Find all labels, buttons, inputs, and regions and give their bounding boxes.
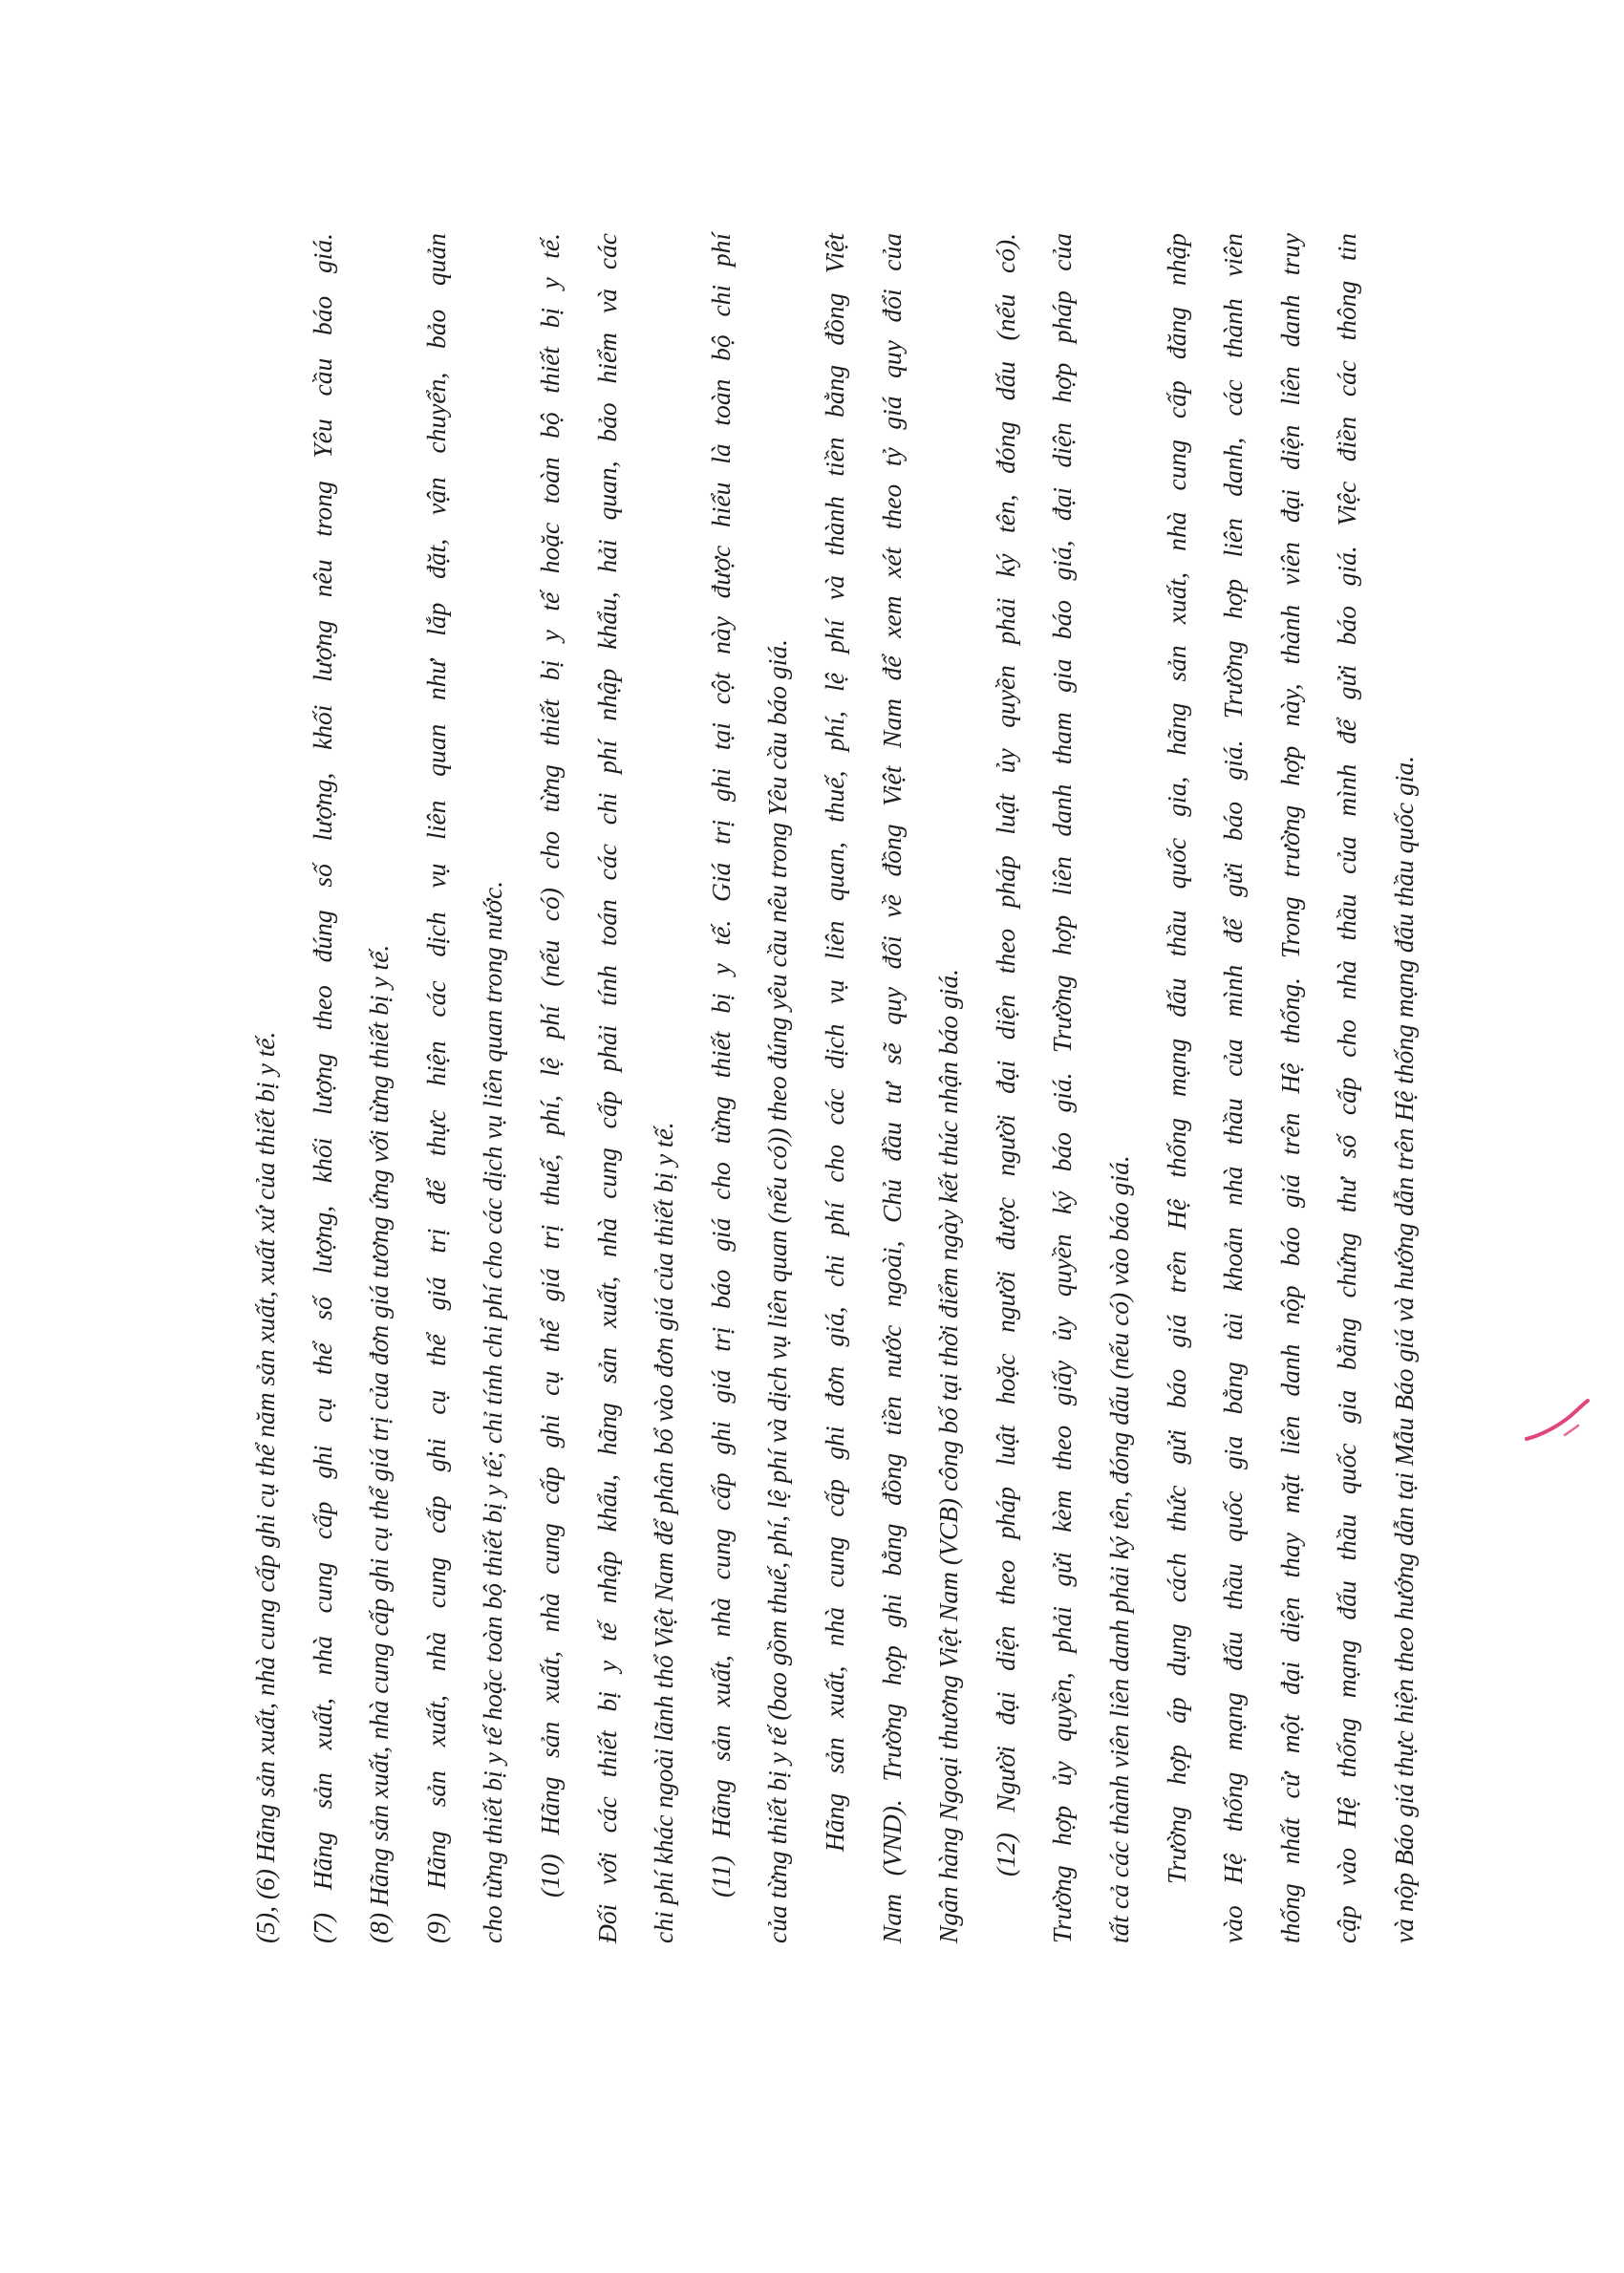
note-line-currency-cont-2: Ngân hàng Ngoại thương Việt Nam (VCB) công bố tại thời điểm ngày kết thúc nhận báo giá. <box>933 969 964 1943</box>
document-body <box>237 233 1432 1943</box>
note-line-online-cont-2: thống nhất cử một đại diện thay mặt liên danh nộp báo giá trên Hệ thống. Trong trường hợp này, thành viên đại diện liên danh truy <box>1274 233 1305 1943</box>
note-line-12-cont-1: Trường hợp ủy quyền, phải gửi kèm theo giấy ủy quyền ký báo giá. Trường hợp liên danh tham gia báo giá, đại diện hợp pháp của <box>1047 233 1078 1943</box>
note-line-7: (7) Hãng sản xuất, nhà cung cấp ghi cụ thể số lượng, khối lượng theo đúng số lượng, khối lượng nêu trong Yêu cầu báo giá. <box>307 233 337 1943</box>
note-line-10-cont-1: Đối với các thiết bị y tế nhập khẩu, hãng sản xuất, nhà cung cấp phải tính toán các chi phí nhập khẩu, hải quan, bảo hiểm và các <box>591 233 622 1943</box>
note-line-10: (10) Hãng sản xuất, nhà cung cấp ghi cụ thể giá trị thuế, phí, lệ phí (nếu có) cho từng thiết bị y tế hoặc toàn bộ thiết bị y tế. <box>534 233 565 1898</box>
note-line-12: (12) Người đại diện theo pháp luật hoặc người được người đại diện theo pháp luật ủy quyền phải ký tên, đóng dấu (nếu có). <box>990 233 1020 1876</box>
note-line-11: (11) Hãng sản xuất, nhà cung cấp ghi giá trị báo giá cho từng thiết bị y tế. Giá trị ghi tại cột này được hiểu là toàn bộ chi phí <box>705 233 736 1898</box>
note-line-8: (8) Hãng sản xuất, nhà cung cấp ghi cụ thể giá trị của đơn giá tương ứng với từng thiết bị y tế. <box>364 944 395 1943</box>
note-line-online-cont-3: cập vào Hệ thống mạng đấu thầu quốc gia bằng chứng thư số cấp cho nhà thầu của mình để gửi báo giá. Việc điền các thông tin <box>1332 233 1362 1943</box>
note-line-online-cont-4: và nộp Báo giá thực hiện theo hướng dẫn tại Mẫu Báo giá và hướng dẫn trên Hệ thống mạng đấu thầu quốc gia. <box>1388 756 1419 1943</box>
note-line-online-cont-1: vào Hệ thống mạng đấu thầu quốc gia bằng tài khoản nhà thầu của mình để gửi báo giá. Trường hợp liên danh, các thành viên <box>1218 233 1249 1943</box>
note-line-9-cont: cho từng thiết bị y tế hoặc toàn bộ thiết bị y tế; chỉ tính chi phí cho các dịch vụ liên quan trong nước. <box>478 880 508 1943</box>
note-line-9: (9) Hãng sản xuất, nhà cung cấp ghi cụ thể giá trị để thực hiện các dịch vụ liên quan như lắp đặt, vận chuyển, bảo quản <box>420 233 451 1943</box>
note-line-currency: Hãng sản xuất, nhà cung cấp ghi đơn giá, chi phí cho các dịch vụ liên quan, thuế, phí, lệ phí và thành tiền bằng đồng Việt <box>819 233 849 1852</box>
note-line-currency-cont-1: Nam (VND). Trường hợp ghi bằng đồng tiền nước ngoài, Chủ đầu tư sẽ quy đổi về đồng Việt Nam để xem xét theo tỷ giá quy đổi của <box>876 233 907 1943</box>
note-line-11-cont: của từng thiết bị y tế (bao gồm thuế, phí, lệ phí và dịch vụ liên quan (nếu có)) theo đúng yêu cầu nêu trong Yêu cầu báo giá. <box>762 639 793 1943</box>
note-line-12-cont-2: tất cả các thành viên liên danh phải ký tên, đóng dấu (nếu có) vào báo giá. <box>1103 1155 1134 1943</box>
note-line-5-6: (5), (6) Hãng sản xuất, nhà cung cấp ghi cụ thể năm sản xuất, xuất xứ của thiết bị y tế. <box>250 1031 280 1943</box>
pink-ink-mark-icon <box>1521 1397 1597 1447</box>
note-line-online: Trường hợp áp dụng cách thức gửi báo giá trên Hệ thống mạng đấu thầu quốc gia, hãng sản xuất, nhà cung cấp đăng nhập <box>1161 233 1191 1884</box>
note-line-10-cont-2: chi phí khác ngoài lãnh thổ Việt Nam để phân bổ vào đơn giá của thiết bị y tế. <box>649 1122 679 1943</box>
